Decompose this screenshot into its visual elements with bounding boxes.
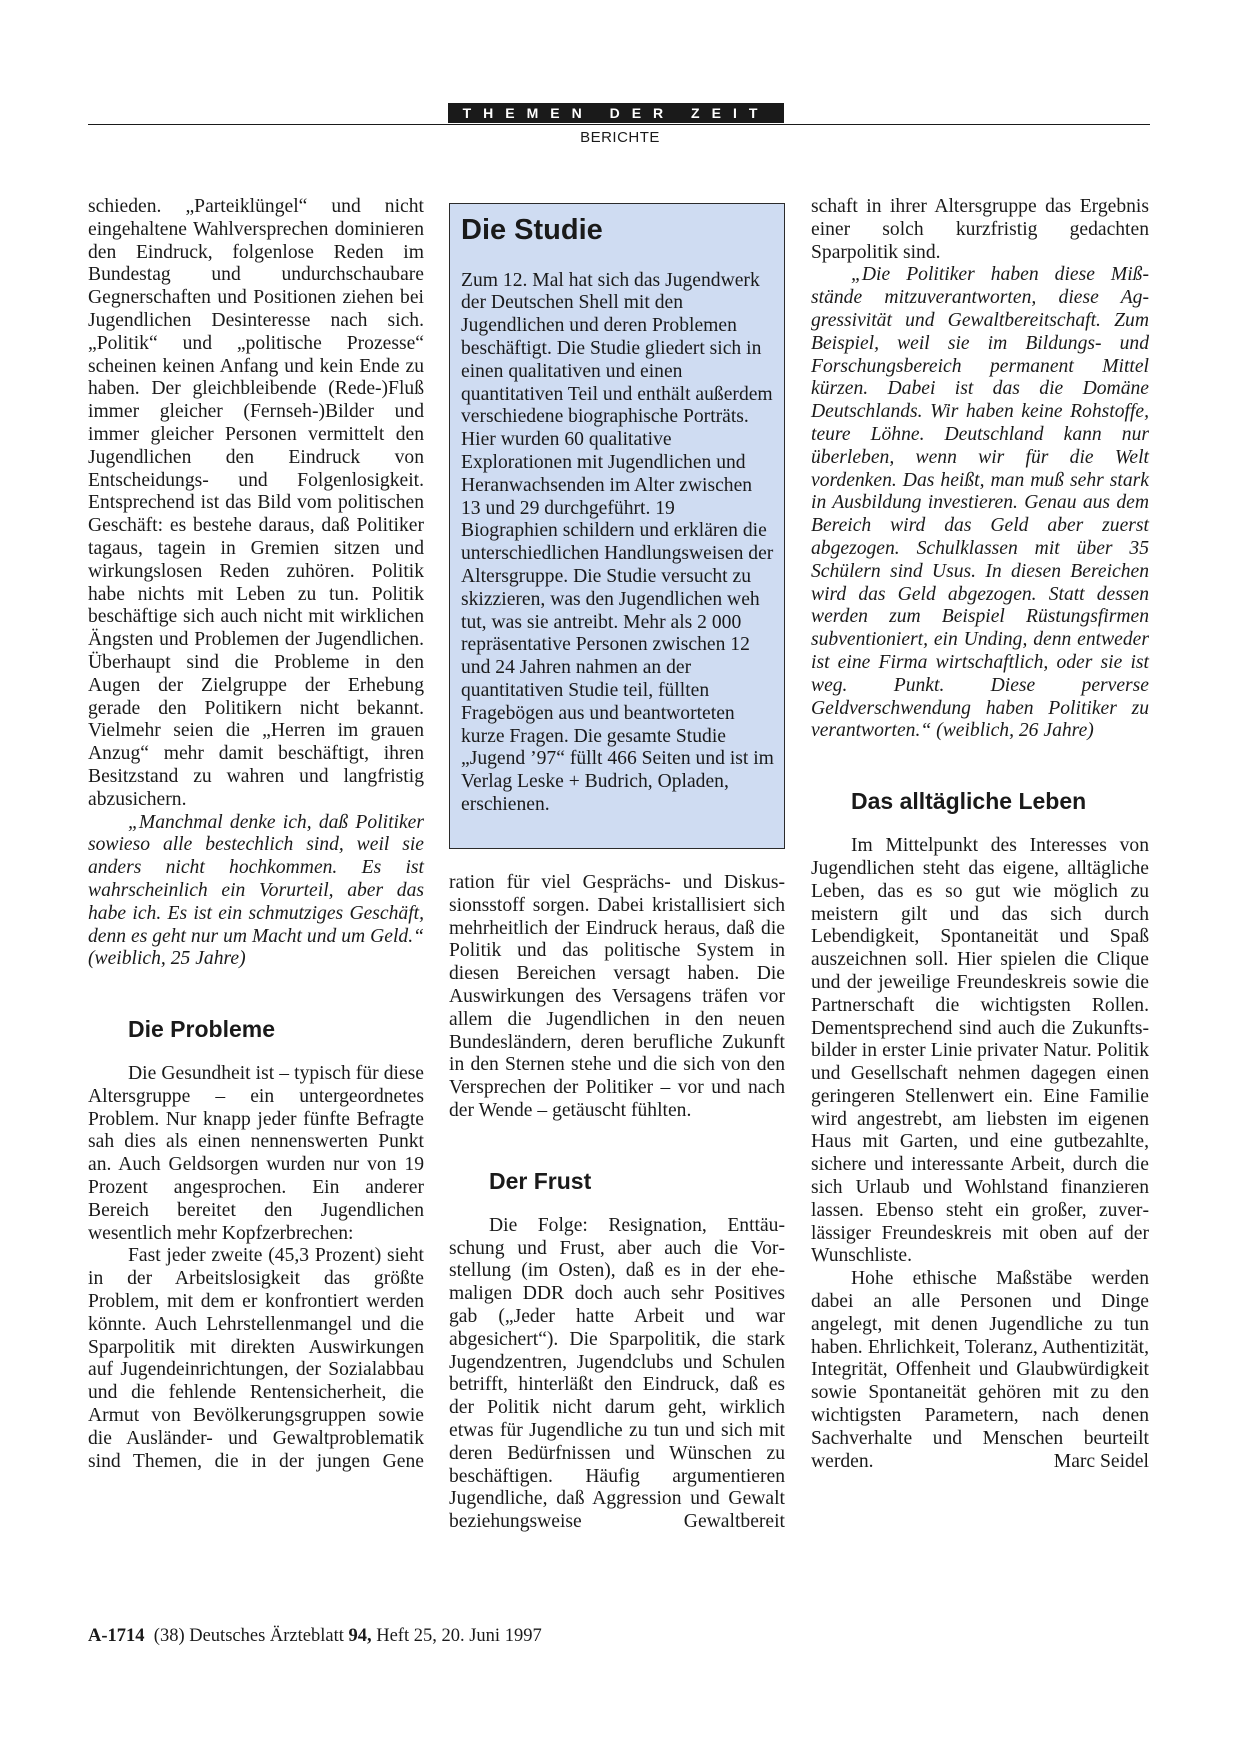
paragraph-with-byline bbox=[811, 1268, 1149, 1473]
paragraph: schaft in ihrer Altersgruppe das Ergebnis einer solch kurzfristig gedachten Sparpolitik sind. bbox=[811, 196, 1149, 263]
page-footer bbox=[88, 1626, 542, 1647]
info-box-die-studie bbox=[449, 203, 785, 849]
paragraph: Die Folge: Resignation, Enttäuschung und Frust, aber auch die Vorstellung (im Osten), daß es in der ehemaligen DDR doch auch sehr Positives gab („Jeder hatte Arbeit und war abgesichert“). Die Sparpolitik, die stark Jugendzentren, Jugendclubs und Schulen betrifft, hinterläßt den Eindruck, daß es der Politik nicht darum geht, wirklich etwas für Jugendliche zu tun und sich mit deren Bedürfnissen und Wünschen zu beschäftigen. Häufig argumentieren Jugendliche, daß Aggression und Gewalt beziehungsweise Gewaltbereit bbox=[449, 1214, 785, 1533]
issue-info: Heft 25, 20. Juni 1997 bbox=[376, 1626, 542, 1646]
paragraph: Die Gesundheit ist – typisch für diese Altersgruppe – ein untergeordnetes Problem. Nur knapp jeder fünfte Befragte sah dies als einen nennenswerten Punkt an. Auch Geldsorgen wurden nur von 19 Prozent angesprochen. Ein anderer Bereich bereitet den Jugendlichen wesentlich mehr Kopfzerbrechen: bbox=[88, 1063, 424, 1244]
section-header-bar: THEMEN DER ZEIT bbox=[448, 103, 784, 123]
paragraph: Im Mittelpunkt des Interesses von Jugendlichen steht das eigene, alltägliche Leben, das es so gut wie möglich zu meistern gilt und das sich durch Lebendigkeit, Spontaneität und Spaß auszeichnen soll. Hier spielen die Clique und der jeweilige Freundeskreis sowie die Partnerschaft die wichtigsten Rollen. Dementsprechend sind auch die Zukunftsbilder in erster Linie privater Natur. Politik und Gesellschaft nehmen dagegen einen geringeren Stellenwert ein. Eine Familie wird angestrebt, am liebsten im eigenen Haus mit Garten, und eine gutbezahlte, sichere und interessante Arbeit, durch die sich Urlaub und Wohlstand finanzieren lassen. Ebenso steht ein großer, zuverlässiger Freundeskreis mit oben auf der Wunschliste. bbox=[811, 835, 1149, 1267]
header-rule bbox=[88, 124, 1150, 125]
info-box-title: Die Studie bbox=[461, 214, 603, 246]
page-code: A-1714 bbox=[88, 1626, 145, 1646]
paragraph: Fast jeder zweite (45,3 Prozent) sieht in der Arbeitslosigkeit das größte Problem, mit dem er konfrontiert werden könnte. Auch Lehrstellenmangel und die Sparpolitik mit direkten Auswirkungen auf Jugendeinrichtungen, der Sozialabbau und die fehlende Rentensicherheit, die Armut von Bevölkerungsgruppen sowie die Ausländer- und Gewaltproblematik sind Themen, die in der jungen Gene bbox=[88, 1245, 424, 1472]
author-byline: Marc Seidel bbox=[1053, 1450, 1149, 1472]
quote-paragraph: „Manchmal denke ich, daß Politiker sowieso alle bestechlich sind, weil sie anders nicht hochkommen. Es ist wahrscheinlich ein Vorurteil, aber das habe ich. Es ist ein schmutziges Geschäft, denn es geht nur um Macht und um Geld.“ (weiblich, 25 Jahre) bbox=[88, 811, 424, 970]
column-3 bbox=[811, 196, 1149, 1473]
page-number: (38) bbox=[153, 1626, 185, 1646]
journal-name: Deutsches Ärzteblatt bbox=[189, 1626, 344, 1646]
volume-number: 94, bbox=[348, 1626, 372, 1646]
column-2 bbox=[449, 872, 785, 1534]
subheading-der-frust: Der Frust bbox=[489, 1167, 592, 1194]
quote-paragraph: „Die Politiker haben diese Mißstände mitzuverantworten, diese Aggressivität und Gewaltbereitschaft. Zum Beispiel, weil sie im Bildungs- und Forschungsbereich permanent Mittel kürzen. Dabei ist das die Domäne Deutschlands. Wir haben keine Rohstoffe, teure Löhne. Deutschland kann nur überleben, wenn wir für die Welt vordenken. Das heißt, man muß sehr stark in Ausbildung investieren. Genau aus dem Bereich wird das Geld aber zuerst abgezogen. Schulklassen mit über 35 Schülern sind Usus. In diesen Bereichen wird das Geld abgezogen. Statt dessen werden zum Beispiel Rüstungsfirmen subventioniert, ein Unding, denn entweder ist eine Firma wirtschaftlich, oder sie ist weg. Punkt. Diese perverse Geldverschwendung haben Politiker zu verantworten.“ (weiblich, 26 Jahre) bbox=[811, 264, 1149, 742]
paragraph: ration für viel Gesprächs- und Diskussionsstoff sorgen. Dabei kristallisiert sich mehrheitlich der Eindruck heraus, daß die Politik und das politische System in diesen Bereichen versagt haben. Die Auswirkungen des Versagens träfen vor allem die Jugendlichen in den neuen Bundesländern, deren berufliche Zukunft in den Sternen stehe und die sich von den Versprechen der Politiker – vor und nach der Wende – getäuscht fühlten. bbox=[449, 872, 785, 1121]
paragraph: schieden. „Parteiklüngel“ und nicht eingehaltene Wahlversprechen dominieren den Eindruck, folgenlose Reden im Bundestag und undurchschaubare Gegnerschaften und Positionen ziehen bei Jugendlichen Desinteresse nach sich. „Politik“ und „politische Prozesse“ scheinen keinen Anfang und kein Ende zu haben. Der gleichbleibende (Rede-)Fluß immer gleicher (Fernseh-)Bilder und immer gleicher Personen vermittelt den Jugendlichen den Eindruck von Entscheidungs- und Folgenlosigkeit. Entsprechend ist das Bild vom politischen Geschäft: es bestehe daraus, daß Politiker tagaus, tagein in Gremien sitzen und wirkungslosen Reden zuhören. Politik habe nichts mit Leben zu tun. Politik beschäftige sich auch nicht mit wirklichen Ängsten und Problemen der Jugendlichen. Überhaupt sind die Probleme in den Augen der Zielgruppe der Erhebung gerade den Politikern nicht bekannt. Vielmehr seien die „Herren im grauen Anzug“ mehr damit beschäftigt, ihren Besitzstand zu wahren und langfristig abzusichern. bbox=[88, 196, 424, 810]
paragraph-text: Hohe ethische Maßstäbe werden dabei an alle Personen und Dinge angelegt, mit denen Jugendliche zu tun haben. Ehrlichkeit, Toleranz, Authentizität, Integrität, Offenheit und Glaubwürdigkeit sowie Spontaneität gehören mit zu den wichtigsten Parametern, nach denen Sachverhalte und Menschen beurteilt werden. bbox=[811, 1268, 1149, 1472]
section-label: BERICHTE bbox=[580, 129, 660, 146]
column-1 bbox=[88, 196, 424, 1473]
subheading-das-alltaegliche-leben: Das alltägliche Leben bbox=[851, 788, 1087, 815]
subheading-die-probleme: Die Probleme bbox=[128, 1016, 275, 1043]
info-box-text: Zum 12. Mal hat sich das Jugendwerk der Deutschen Shell mit den Jugendlichen und deren Problemen beschäftigt. Die Studie gliedert sich in einen qualitativen und einen quantitativen Teil und enthält außerdem verschiedene biographische Porträts. Hier wurden 60 qualitative Explorationen mit Jugendlichen und Heranwachsenden im Alter zwischen 13 und 29 durchgeführt. 19 Biographien schildern und erklären die unterschiedlichen Handlungsweisen der Altersgruppe. Die Studie versucht zu skizzieren, was den Jugendlichen weh tut, was sie antreibt. Mehr als 2 000 repräsentative Personen zwischen 12 und 24 Jahren nahmen an der quantitativen Studie teil, füllten Fragebögen aus und beantworteten kurze Fragen. Die gesamte Studie „Jugend ’97“ füllt 466 Seiten und ist im Verlag Leske + Budrich, Opladen, erschienen. bbox=[461, 269, 774, 815]
